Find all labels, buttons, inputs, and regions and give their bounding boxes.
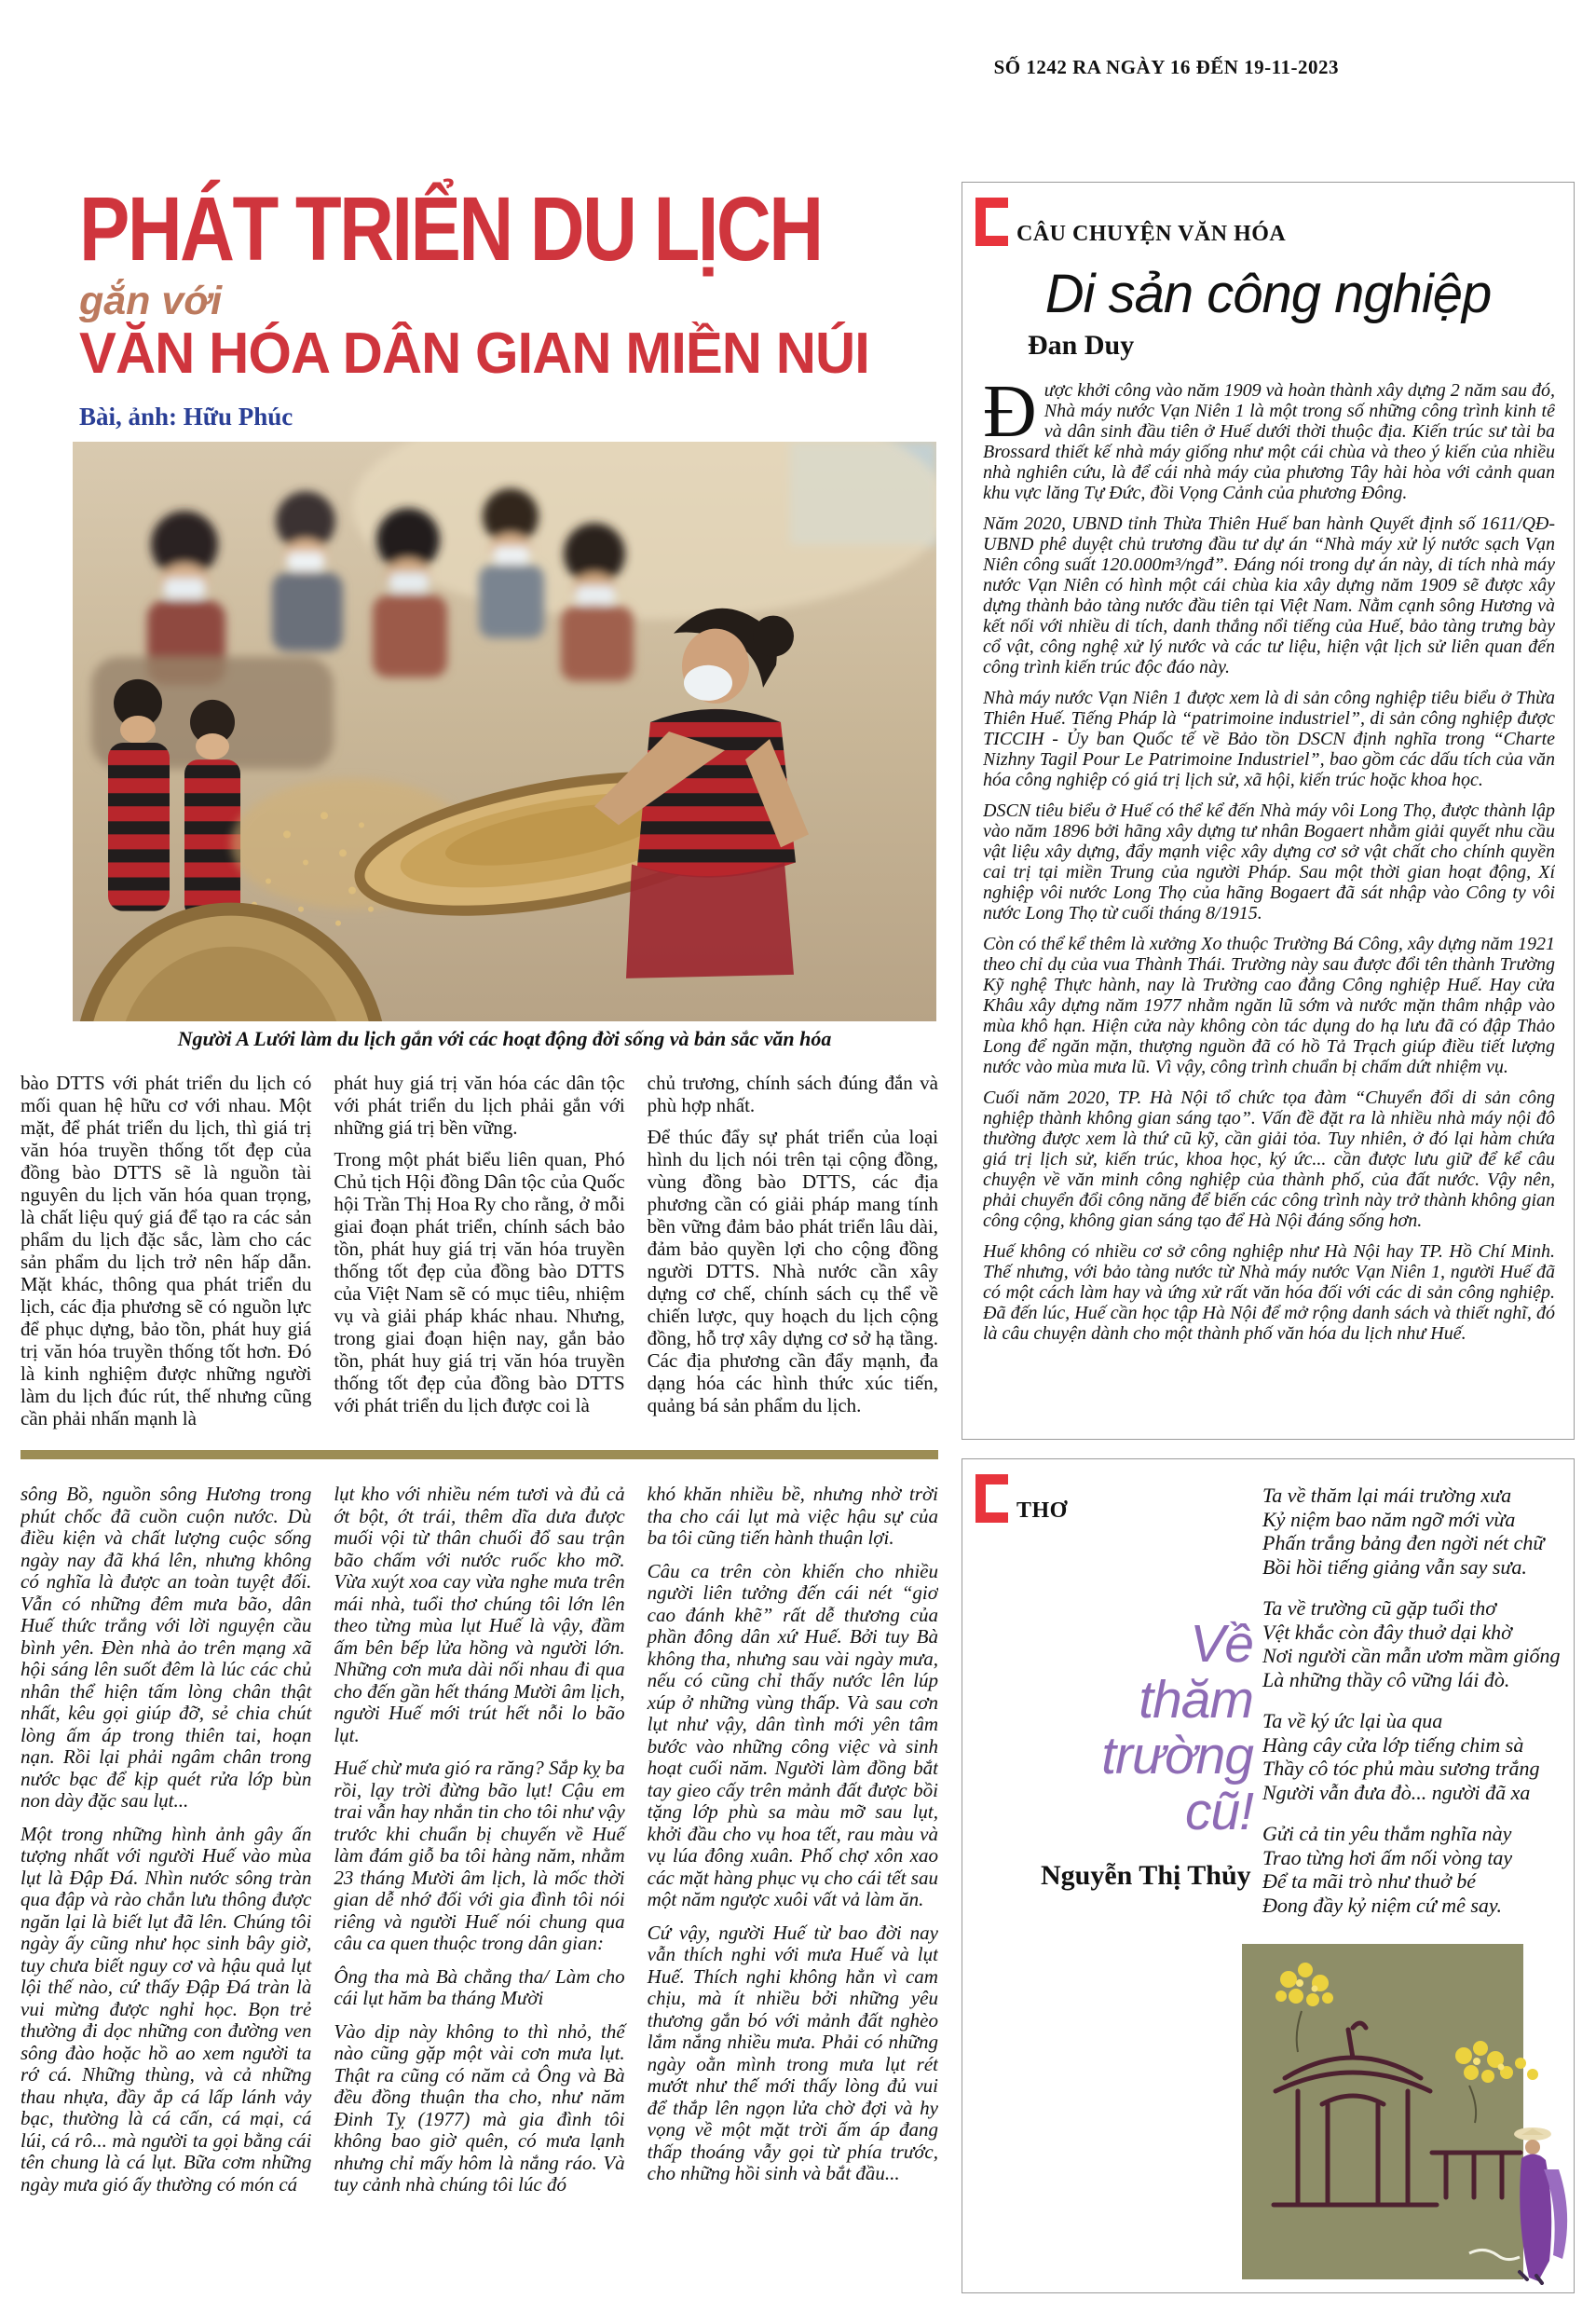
paragraph: Năm 2020, UBND tỉnh Thừa Thiên Huế ban hành Quyết định số 1611/QĐ-UBND phê duyệt chủ trương đầu tư dự án “Nhà máy xử lý nước sạch Vạn Niên công suất 120.000m³/ngđ”. Đáng nói trong dự án này, di tích nhà máy nước Vạn Niên có hình một cái chùa kia xây dựng năm 1909 sẽ được xây dựng thành bảo tàng nước đầu tiên tại Việt Nam. Nằm cạnh sông Hương và kết nối với nhiều di tích, danh thắng nổi tiếng của Huế, bảo tàng trưng bày cổ vật, công nghệ xử lý nước và các tư liệu, hiện vật lịch sử liên quan đến công trình kiến trúc độc đáo này. bbox=[983, 513, 1555, 677]
paragraph: chủ trương, chính sách đúng đắn và phù hợp nhất. bbox=[647, 1072, 938, 1116]
paragraph: lụt kho với nhiều ném tươi và đủ cả ớt bột, ớt trái, thêm dĩa dưa được muối vội từ thân chuối đổ sau trận bão chấm với nước ruốc kho mỡ. Vừa xuýt xoa cay vừa nghe mưa trên mái nhà, tuổi thơ chúng tôi lớn lên theo từng mùa lụt Huế là vậy, đầm ấm bên bếp lửa hồng và người lớn. Những cơn mưa dài nối nhau đi qua cho đến gần hết tháng Mười âm lịch, người Huế mới trút hết nỗi lo bão lụt. bbox=[334, 1484, 625, 1746]
poem-author: Nguyễn Thị Thủy bbox=[1041, 1860, 1251, 1891]
culture-section-label: CÂU CHUYỆN VĂN HÓA bbox=[1016, 222, 1287, 246]
section-bracket-icon bbox=[975, 198, 1008, 246]
main-headline bbox=[79, 178, 946, 386]
poem-stanza-line: Để ta mãi trò như thuở bé bbox=[1262, 1869, 1477, 1893]
poem-stanza-line: Nơi người cần mẫn ươm mầm giống bbox=[1262, 1644, 1561, 1667]
flood-story-column-1 bbox=[20, 1484, 311, 2291]
poem-stanzas bbox=[1262, 1484, 1566, 1935]
poem-stanza-line: Kỷ niệm bao năm ngỡ mới vừa bbox=[1262, 1507, 1516, 1531]
poem-stanza bbox=[1262, 1822, 1566, 1917]
paragraph: Cuối năm 2020, TP. Hà Nội tổ chức tọa đàm “Chuyển đổi di sản công nghiệp thành không gian sáng tạo”. Vấn đề đặt ra là nhiều nhà máy nội đô thường được xem là thứ cũ kỹ, cần giải tỏa. Tuy nhiên, ở đó lại hàm chứa giá trị lịch sử, kiến trúc, khoa học, ký ức... cần được lưu giữ để kể câu chuyện về văn minh công nghiệp của thành phố, của đất nước. Vậy nên, phải chuyển đổi công năng để biến các công trình này trở thành không gian công cộng, không gian sáng tạo để Hà Nội đáng sống hơn. bbox=[983, 1088, 1555, 1231]
headline-bottom: VĂN HÓA DÂN GIAN MIỀN NÚI bbox=[79, 321, 869, 386]
section-divider-rule bbox=[20, 1450, 938, 1459]
poem-stanza-line: Đong đầy kỷ niệm cứ mê say. bbox=[1262, 1893, 1502, 1917]
poem-title-line: thăm bbox=[1139, 1670, 1253, 1730]
culture-story-author: Đan Duy bbox=[1028, 330, 1135, 361]
paragraph: khó khăn nhiều bề, nhưng nhờ trời tha cho cái lụt mà việc hậu sự của ba tôi cũng tiến hành thuận lợi. bbox=[647, 1484, 938, 1549]
flood-story-column-3 bbox=[648, 1484, 938, 2291]
poem-stanza-line: Vệt khắc còn đây thuở dại khờ bbox=[1262, 1620, 1512, 1644]
poem-stanza-line: Thầy cô tóc phủ màu sương trắng bbox=[1262, 1757, 1540, 1780]
paragraph: Vào dịp này không to thì nhỏ, thế nào cũng gặp một vài cơn mưa lụt. Thật ra cũng có năm cả Ông và Bà đều đồng thuận tha cho, như năm Đinh Tỵ (1977) mà gia đình tôi không bao giờ quên, có mưa lạnh nhưng chỉ mấy hôm là nắng ráo. Và tuy cảnh nhà chúng tôi lúc đó bbox=[334, 2019, 625, 2196]
poem-stanza bbox=[1262, 1709, 1566, 1804]
poem-stanza-line: Ta về trường cũ gặp tuổi thơ bbox=[1262, 1596, 1497, 1620]
poem-stanza-line: Là những thầy cô vững lái đò. bbox=[1262, 1667, 1510, 1691]
main-article-columns bbox=[20, 1072, 938, 1443]
poem-stanza-line: Phấn trắng bảng đen ngời nét chữ bbox=[1262, 1531, 1545, 1554]
flood-story-column-2 bbox=[334, 1484, 624, 2291]
main-article-column-2 bbox=[334, 1072, 624, 1443]
culture-story-box bbox=[962, 182, 1575, 1440]
poem-stanza-line: Gửi cả tin yêu thắm nghĩa này bbox=[1262, 1822, 1512, 1845]
poem-title-line: cũ! bbox=[1184, 1782, 1253, 1841]
poem-stanza-line: Bồi hồi tiếng giảng vẫn say sưa. bbox=[1262, 1554, 1527, 1579]
paragraph: Cứ vậy, người Huế từ bao đời nay vẫn thích nghi với mưa Huế và lụt Huế. Thích nghi không hẳn vì cam chịu, mà ít nhiều bởi những yêu thương gắn bó với mảnh đất nghèo lắm nắng nhiều mưa. Phải có những ngày oằn mình trong mưa lụt rét mướt như thế mới thấy lòng đủ vui để thắp lên ngọn lửa chờ đợi và hy vọng về một mặt trời ấm áp đang thấp thoáng vẫy gọi từ phía trước, cho những hồi sinh và bắt đầu... bbox=[647, 1921, 938, 2184]
article-photo bbox=[73, 442, 936, 1021]
paragraph: Còn có thể kể thêm là xưởng Xo thuộc Trường Bá Công, xây dựng năm 1921 theo chỉ dụ của vua Thành Thái. Trường này sau được đổi tên thành Trường Kỹ nghệ Thực hành, nay là Trường cao đẳng Công nghiệp Huế. Hay cửa Khâu xây dựng năm 1977 nhằm ngăn lũ sớm và nước mặn thâm nhập vào mùa khô hạn. Hiện cửa này không còn tác dụng do hạ lưu đã có đập Thảo Long để ngăn mặn, thượng nguồn đã có hồ Tả Trạch giúp điều tiết lượng nước vào mùa mưa lũ. Vì vậy, công trình chuẩn bị chấm dứt nhiệm vụ. bbox=[983, 934, 1555, 1077]
poem-stanza-line: Ta về thăm lại mái trường xưa bbox=[1262, 1484, 1512, 1507]
poetry-section-head bbox=[975, 1474, 1068, 1523]
poem-title-line: trường bbox=[1101, 1726, 1253, 1785]
section-bracket-icon bbox=[975, 1474, 1008, 1523]
paragraph: DSCN tiêu biểu ở Huế có thể kể đến Nhà máy vôi Long Thọ, được thành lập vào năm 1896 bởi hãng xây dựng tư nhân Bogaert nhằm giải quyết nhu cầu vật liệu xây dựng, đẩy mạnh việc xây dựng cơ sở vật chất cho chính quyền cai trị tại miền Trung của người Pháp. Sau một thời gian hoạt động, Xí nghiệp vôi nước Long Thọ của hãng Bogaert đã sát nhập vào Công ty vôi nước Long Thọ từ cuối tháng 8/1915. bbox=[983, 800, 1555, 923]
paragraph: Một trong những hình ảnh gây ấn tượng nhất với người Huế vào mùa lụt là Đập Đá. Nhìn nước sông tràn qua đập và rào chắn lưu thông được ngăn lại là biết lụt đã lên. Chúng tôi ngày ấy cũng như học sinh bây giờ, tuy chưa biết nguy cơ và hậu quả lụt lội thế nào, cứ thấy Đập Đá tràn là vui mừng được nghỉ học. Bọn trẻ thường đi dọc những con đường ven sông đào hoặc hồ ao xem người ta rớ cá. Những thùng, và cả những thau nhựa, đầy ắp cá lấp lánh vảy bạc, thường là cá cấn, cá mại, cá lúi, cá rô... mà người ta gọi bằng cái tên chung là cá lụt. Bữa cơm những ngày mưa gió ấy thường có món cá bbox=[20, 1822, 312, 2196]
paragraph: Để thúc đẩy sự phát triển của loại hình du lịch nói trên tại cộng đồng, vùng đồng bào DTTS, các địa phương cần có giải pháp mang tính bền vững đảm bảo phát triển lâu dài, đảm bảo quyền lợi cho cộng đồng người DTTS. Nhà nước cần xây dựng cơ chế, chính sách cụ thể về chiến lược, quy hoạch du lịch cộng đồng, hỗ trợ xây dựng cơ sở hạ tầng. Các địa phương cần đẩy mạnh, đa dạng hóa các hình thức xúc tiến, quảng bá sản phẩm du lịch. bbox=[647, 1126, 938, 1416]
drop-cap: Đ bbox=[983, 380, 1037, 453]
paragraph: bào DTTS với phát triển du lịch có mối quan hệ hữu cơ với nhau. Một mặt, để phát triển du lịch, thì giá trị văn hóa truyền thống tốt đẹp của đồng bào DTTS sẽ là nguồn tài nguyên du lịch văn hóa quan trọng, là chất liệu quý giá để tạo ra các sản phẩm du lịch đặc sắc, làm cho các sản phẩm du lịch trở nên hấp dẫn. Mặt khác, thông qua phát triển du lịch, các địa phương sẽ có nguồn lực để phục dựng, bảo tồn, phát huy giá trị văn hóa truyền thống tốt hơn. Đó là kinh nghiệm được những người làm du lịch đúc rút, thế nhưng cũng cần phải nhấn mạnh là bbox=[20, 1072, 312, 1430]
poem-stanza bbox=[1262, 1596, 1566, 1691]
headline-top: PHÁT TRIỂN DU LỊCH bbox=[79, 178, 822, 280]
poem-title-line: Về bbox=[1190, 1614, 1253, 1674]
culture-paragraphs bbox=[983, 513, 1555, 1344]
main-article-column-1 bbox=[20, 1072, 311, 1443]
flood-story-columns bbox=[20, 1484, 938, 2291]
paragraph: sông Bồ, nguồn sông Hương trong phút chốc đã cuồn cuộn nước. Dù điều kiện và chất lượng cuộc sống ngày nay đã khá lên, nhưng không có nghĩa là được an toàn tuyệt đối. Vẫn có những đêm mưa bão, dân Huế thức trắng với lời nguyện cầu bình yên. Đèn nhà ảo trên mạng xã hội sáng lên suốt đêm là lúc các chủ nhân thể hiện tấm lòng chân thật nhất, kêu gọi giúp đỡ, sẻ chia chút lòng ấm áp trong thiên tai, hoạn nạn. Rồi lại phải ngâm chân trong nước bạc để kịp quét rửa lớp bùn non dày đặc sau lụt... bbox=[20, 1484, 312, 1812]
headline-connector: gắn với bbox=[79, 279, 223, 323]
poem-stanza bbox=[1262, 1484, 1566, 1579]
lead-paragraph-text: ược khởi công vào năm 1909 và hoàn thành xây dựng 2 năm sau đó, Nhà máy nước Vạn Niên 1 là một trong số những công trình kinh tế và dân sinh đầu tiên ở Huế dưới thời thuộc địa. Kiến trúc sư tài ba Brossard thiết kế nhà máy giống như một cái chùa và theo ý kiến của nhiều nhà nghiên cứu, là để cái nhà máy của phương Tây hài hòa với cảnh quan khu vực lăng Tự Đức, đồi Vọng Cảnh của phương Đông. bbox=[983, 380, 1555, 503]
byline: Bài, ảnh: Hữu Phúc bbox=[79, 403, 293, 431]
paragraph: Huế không có nhiều cơ sở công nghiệp như Hà Nội hay TP. Hồ Chí Minh. Thế nhưng, với bảo tàng nước từ Nhà máy nước Vạn Niên 1, người Huế đã có một cách làm hay và ứng xử rất văn hóa đối với các di sản công nghiệp. Đã đến lúc, Huế cần học tập Hà Nội để mở rộng danh sách và thiết nghĩ, đó là câu chuyện dành cho một thành phố văn hóa du lịch như Huế. bbox=[983, 1241, 1555, 1344]
paragraph: Ông tha mà Bà chẳng tha/ Làm cho cái lụt hăm ba tháng Mười bbox=[334, 1964, 625, 2009]
poetry-box bbox=[962, 1458, 1575, 2293]
poem-title bbox=[989, 1616, 1253, 1840]
poem-illustration-drawing bbox=[1236, 1918, 1570, 2285]
paragraph: phát huy giá trị văn hóa các dân tộc với phát triển du lịch phải gắn với những giá trị bền vững. bbox=[334, 1072, 625, 1139]
paragraph: Nhà máy nước Vạn Niên 1 được xem là di sản công nghiệp tiêu biểu ở Thừa Thiên Huế. Tiếng Pháp là “patrimoine industriel”, di sản công nghiệp được TICCIH - Ủy ban Quốc tế về Bảo tồn DSCN định nghĩa trong “Charte Nizhny Tagil Pour Le Patrimoine Industriel”, bao gồm các dấu tích của văn hóa công nghiệp có giá trị lịch sử, xã hội, kiến trúc hoặc khoa học. bbox=[983, 688, 1555, 790]
poem-stanza-line: Người vẫn đưa đò... người đã xa bbox=[1262, 1780, 1531, 1804]
paragraph: Trong một phát biểu liên quan, Phó Chủ tịch Hội đồng Dân tộc của Quốc hội Trần Thị Hoa Ry cho rằng, ở mỗi giai đoạn phát triển, chính sách bảo tồn, phát huy giá trị văn hóa truyền thống tốt đẹp của đồng bào DTTS của Việt Nam sẽ có mục tiêu, nhiệm vụ và giải pháp khác nhau. Nhưng, trong giai đoạn hiện nay, gắn bảo tồn, phát huy giá trị văn hóa truyền thống tốt đẹp của đồng bào DTTS với phát triển du lịch được coi là bbox=[334, 1148, 625, 1416]
poem-stanza-line: Hàng cây cửa lớp tiếng chim sà bbox=[1262, 1732, 1524, 1757]
lead-paragraph bbox=[983, 380, 1555, 503]
culture-story-body bbox=[983, 380, 1555, 1424]
poem-illustration bbox=[1236, 1918, 1570, 2285]
paragraph: Câu ca trên còn khiến cho nhiều người liên tưởng đến cái nét “giơ cao đánh khẽ” rất dễ thương của phần đông dân xứ Huế. Bởi tuy Bà không tha, nhưng sau vài ngày mưa, nếu có cũng chỉ thấy nước lên lúp xúp ở những vùng thấp. Và sau cơn lụt như vậy, dân tình mới yên tâm bước vào những công việc và sinh hoạt cuối năm. Người làm đồng bắt tay gieo cấy trên mảnh đất được bồi tặng lớp phù sa màu mỡ sau lụt, khởi đầu cho vụ hoa tết, rau màu và vụ lúa đông xuân. Phố chợ xôn xao các mặt hàng phục vụ cho cái tết sau một năm ngược xuôi vất vả làm ăn. bbox=[647, 1559, 938, 1910]
poem-stanza-line: Trao từng hơi ấm nối vòng tay bbox=[1262, 1845, 1513, 1869]
photo-caption: Người A Lưới làm du lịch gắn với các hoạt động đời sống và bản sắc văn hóa bbox=[177, 1027, 832, 1050]
main-article-column-3 bbox=[648, 1072, 938, 1443]
photo-illustration bbox=[73, 442, 936, 1021]
poem-stanza-line: Ta về ký ức lại ùa qua bbox=[1262, 1709, 1443, 1732]
issue-date-line: SỐ 1242 RA NGÀY 16 ĐẾN 19-11-2023 bbox=[993, 56, 1339, 78]
paragraph: Huế chừ mưa gió ra răng? Sắp kỵ ba rồi, lạy trời đừng bão lụt! Cậu em trai vẫn hay nhắn tin cho tôi như vậy trước khi chuẩn bị chuyến về Huế làm đám giỗ ba tôi hàng năm, nhằm 23 tháng Mười âm lịch, là mốc thời gian dễ nhớ đối với gia đình tôi nói riêng và người Huế nói chung qua câu ca quen thuộc trong dân gian: bbox=[334, 1757, 625, 1954]
culture-section-head bbox=[975, 198, 1286, 246]
poetry-section-label: THƠ bbox=[1016, 1498, 1068, 1523]
culture-story-title: Di sản công nghiệp bbox=[1044, 264, 1492, 324]
